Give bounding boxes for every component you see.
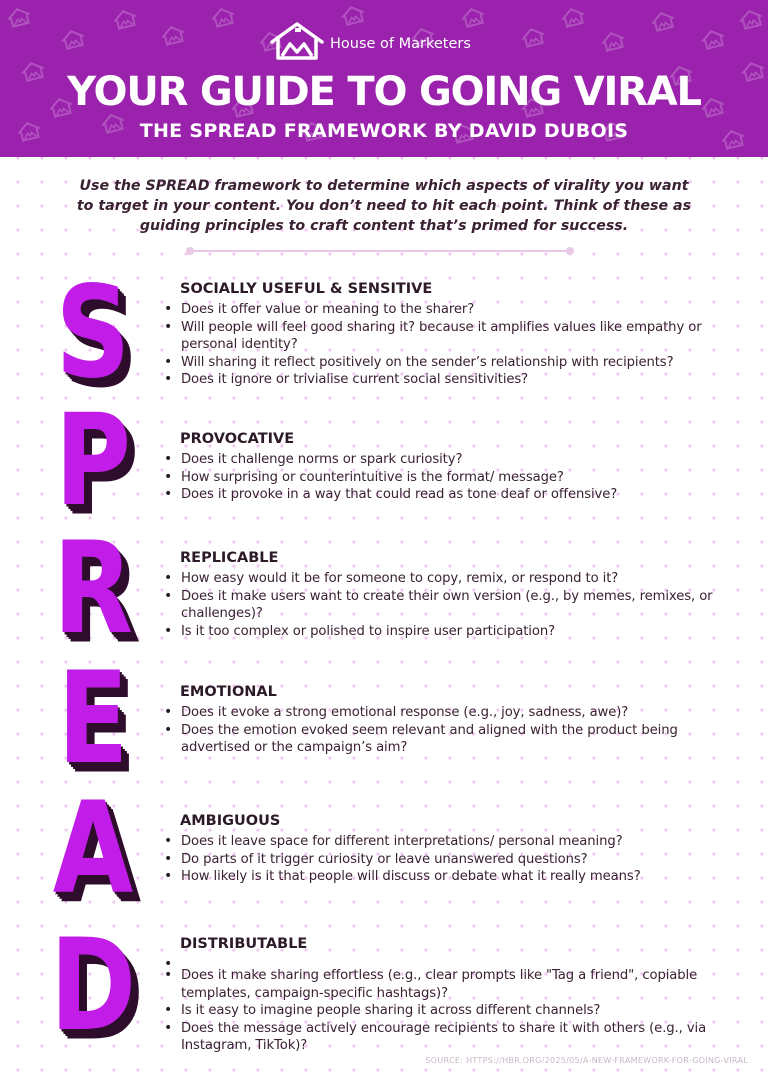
bullet-item: • Does it make users want to create their own version (e.g., by memes, remixes, or challenges)?	[181, 588, 723, 623]
source-citation: SOURCE: HTTPS://HBR.ORG/2025/05/A-NEW-FRAMEWORK-FOR-GOING-VIRAL	[425, 1056, 748, 1065]
bullet-list	[163, 956, 723, 1055]
bullet-item: • Is it too complex or polished to inspire user participation?	[181, 623, 723, 641]
bullet-list	[163, 833, 723, 886]
bullet-item: • Do parts of it trigger curiosity or leave unanswered questions?	[181, 851, 723, 869]
bullet-item: • Does it make sharing effortless (e.g., clear prompts like "Tag a friend", copiable templates, campaign-specific hashtags)?	[181, 967, 723, 1002]
page-subtitle: THE SPREAD FRAMEWORK BY DAVID DUBOIS	[139, 120, 629, 142]
section-title: REPLICABLE	[180, 550, 279, 566]
house-outline-icon	[648, 7, 679, 35]
section-title: AMBIGUOUS	[180, 813, 281, 829]
bullet-item: • Does the message actively encourage recipients to share it with others (e.g., via Instagram, TikTok)?	[181, 1020, 723, 1055]
letter-e: E	[57, 643, 129, 793]
section-title: DISTRIBUTABLE	[180, 936, 308, 952]
letter-s: S	[55, 257, 131, 407]
bullet-item: • How likely is it that people will discuss or debate what it really means?	[181, 868, 723, 886]
section-distributable	[163, 934, 723, 1055]
bullet-list	[163, 570, 723, 640]
house-outline-icon	[158, 21, 189, 49]
page-title: YOUR GUIDE TO GOING VIRAL	[67, 69, 701, 115]
bullet-item: • Does it provoke in a way that could read as tone deaf or offensive?	[181, 486, 723, 504]
bullet-list	[163, 301, 723, 389]
section-title: EMOTIONAL	[180, 684, 277, 700]
bullet-item: • Does it ignore or trivialise current social sensitivities?	[181, 371, 723, 389]
house-outline-icon	[58, 25, 89, 53]
house-outline-icon	[698, 25, 729, 53]
bullet-item: • Does it evoke a strong emotional response (e.g., joy, sadness, awe)?	[181, 704, 723, 722]
section-replicable	[163, 548, 723, 640]
section-ambiguous	[163, 811, 723, 886]
brand-name: House of Marketers	[330, 36, 471, 52]
letter-d: D	[49, 910, 137, 1060]
house-outline-icon	[208, 3, 239, 31]
section-title: PROVOCATIVE	[180, 431, 295, 447]
intro-paragraph: Use the SPREAD framework to determine which aspects of virality you want to target in your content. You don’t need to hit each point. Think of these as guiding principles to craft content that’s primed for success.	[76, 178, 692, 234]
house-logo-icon	[268, 20, 326, 64]
bullet-list	[163, 451, 723, 504]
bullet-item: • Does it offer value or meaning to the sharer?	[181, 301, 723, 319]
house-outline-icon	[4, 3, 35, 31]
bullet-item-empty	[181, 956, 723, 967]
letter-p: P	[54, 385, 132, 535]
house-outline-icon	[598, 27, 629, 55]
section-provocative	[163, 429, 723, 504]
letter-r: R	[52, 513, 134, 663]
house-outline-icon	[110, 5, 141, 33]
bullet-item: • Is it easy to imagine people sharing it across different channels?	[181, 1002, 723, 1020]
bullet-item: • How surprising or counterintuitive is the format/ message?	[181, 469, 723, 487]
divider-dot	[566, 247, 574, 255]
bullet-item: • Will sharing it reflect positively on the sender’s relationship with recipients?	[181, 354, 723, 372]
bullet-list	[163, 704, 723, 757]
divider-dot	[186, 247, 194, 255]
letter-a: A	[52, 773, 134, 923]
house-outline-icon	[558, 3, 589, 31]
header-banner	[0, 0, 768, 157]
bullet-item: • Will people will feel good sharing it? because it amplifies values like empathy or personal identity?	[181, 319, 723, 354]
section-emotional	[163, 682, 723, 757]
bullet-item: • Does it challenge norms or spark curiosity?	[181, 451, 723, 469]
house-outline-icon	[736, 5, 767, 33]
brand-lockup	[268, 20, 528, 64]
section-socially-useful	[163, 279, 723, 389]
bullet-item: • Does the emotion evoked seem relevant and aligned with the product being advertised or the campaign’s aim?	[181, 722, 723, 757]
section-divider	[190, 250, 570, 252]
bullet-item: • Does it leave space for different interpretations/ personal meaning?	[181, 833, 723, 851]
section-title: SOCIALLY USEFUL & SENSITIVE	[180, 281, 433, 297]
bullet-item: • How easy would it be for someone to copy, remix, or respond to it?	[181, 570, 723, 588]
